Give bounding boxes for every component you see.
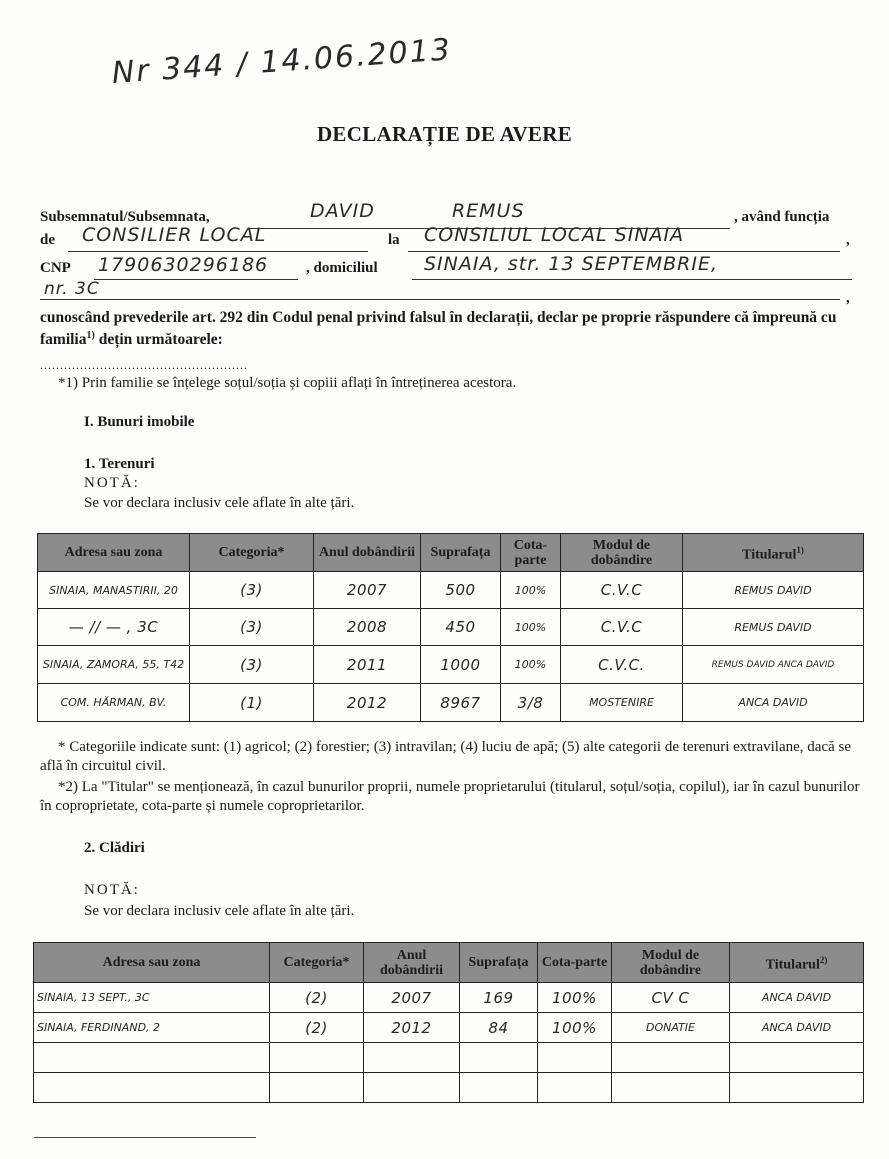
building-cell-area	[460, 1073, 538, 1103]
land-cell-address: — // — , 3C	[38, 609, 190, 646]
building-table	[33, 942, 864, 1103]
comma-2: ,	[846, 290, 850, 306]
land-cell-mode: C.V.C	[561, 572, 683, 609]
land-table-header	[38, 534, 864, 572]
building-cell-address	[34, 1073, 270, 1103]
building-header-mode: Modul de dobândire	[612, 943, 730, 983]
declarant-function: CONSILIER LOCAL	[82, 224, 267, 246]
land-header-share: Cota-parte	[501, 534, 561, 572]
land-cell-area: 450	[421, 609, 501, 646]
table-row	[34, 1013, 864, 1043]
declaration-paragraph: cunoscând prevederile art. 292 din Codul penal privind falsul în declarații, declar pe proprie răspundere că împreună cu familia$^{1)}$ dețin următoarele:	[40, 309, 837, 349]
nota-text: Se vor declara inclusiv cele aflate în alte țări.	[84, 495, 355, 511]
building-cell-share	[538, 1073, 612, 1103]
table-row	[38, 646, 864, 684]
building-cell-year	[364, 1073, 460, 1103]
building-cell-mode: DONATIE	[612, 1013, 730, 1043]
document-title: DECLARAȚIE DE AVERE	[316, 122, 573, 146]
land-cell-share: 100%	[501, 572, 561, 609]
land-cell-owner: REMUS DAVID ANCA DAVID	[683, 646, 864, 684]
building-cell-share	[538, 1043, 612, 1073]
declaration-footnote-ref: 1)	[86, 330, 95, 341]
building-header-owner: Titularul$^{2)}$	[730, 943, 864, 983]
building-cell-area: 169	[460, 983, 538, 1013]
declarant-address: SINAIA, str. 13 SEPTEMBRIE,	[424, 253, 719, 275]
land-cell-mode: C.V.C.	[561, 646, 683, 684]
table-row	[34, 983, 864, 1013]
building-cell-area: 84	[460, 1013, 538, 1043]
de-label: de	[40, 232, 55, 248]
land-cell-area: 1000	[421, 646, 501, 684]
table-row	[38, 609, 864, 646]
land-cell-address: SINAIA, MANASTIRII, 20	[38, 572, 190, 609]
building-cell-category: (2)	[270, 1013, 364, 1043]
land-cell-address: COM. HĂRMAN, BV.	[38, 684, 190, 722]
footnote-rule	[34, 1137, 256, 1138]
land-cell-area: 8967	[421, 684, 501, 722]
family-note: *1) Prin familie se înțelege soțul/soția și copiii aflați în întreținerea acestora.	[58, 375, 517, 391]
declarant-institution: CONSILIUL LOCAL SINAIA	[424, 224, 685, 246]
building-header-year: Anul dobândirii	[364, 943, 460, 983]
function-underline	[68, 251, 368, 252]
nota2-label: NOTĂ:	[84, 882, 140, 898]
building-cell-year	[364, 1043, 460, 1073]
building-cell-address: SINAIA, 13 SEPT., 3C	[34, 983, 270, 1013]
building-cell-share: 100%	[538, 983, 612, 1013]
building-cell-mode: CV C	[612, 983, 730, 1013]
building-cell-owner: ANCA DAVID	[730, 1013, 864, 1043]
building-cell-owner	[730, 1073, 864, 1103]
table-row	[34, 1073, 864, 1103]
building-cell-address	[34, 1043, 270, 1073]
building-cell-category: (2)	[270, 983, 364, 1013]
domiciliul-label: , domiciliul	[306, 260, 378, 276]
avand-functia-label: , având funcția	[734, 209, 830, 225]
nota2-text: Se vor declara inclusiv cele aflate în alte țări.	[84, 903, 355, 919]
footnote-separator: ....................................................	[40, 358, 248, 372]
table-row	[34, 1043, 864, 1073]
building-cell-category	[270, 1043, 364, 1073]
land-header-mode: Modul de dobândire	[561, 534, 683, 572]
building-table-header	[34, 943, 864, 983]
subsection-buildings: 2. Clădiri	[84, 840, 145, 856]
land-cell-address: SINAIA, ZAMORA, 55, T42	[38, 646, 190, 684]
building-cell-year: 2012	[364, 1013, 460, 1043]
land-header-category: Categoria*	[190, 534, 314, 572]
building-cell-owner: ANCA DAVID	[730, 983, 864, 1013]
land-header-year: Anul dobândirii	[314, 534, 421, 572]
land-table	[37, 533, 864, 722]
table-row	[38, 572, 864, 609]
comma-1: ,	[846, 232, 850, 248]
building-header-category: Categoria*	[270, 943, 364, 983]
land-cell-category: (3)	[190, 646, 314, 684]
land-cell-area: 500	[421, 572, 501, 609]
land-header-address: Adresa sau zona	[38, 534, 190, 572]
subsection-land: 1. Terenuri	[84, 456, 155, 472]
land-cell-year: 2011	[314, 646, 421, 684]
building-cell-mode	[612, 1043, 730, 1073]
building-cell-share: 100%	[538, 1013, 612, 1043]
land-cell-year: 2008	[314, 609, 421, 646]
land-cell-category: (3)	[190, 572, 314, 609]
land-cell-category: (1)	[190, 684, 314, 722]
section-immovable-property: I. Bunuri imobile	[84, 414, 195, 430]
building-header-share: Cota-parte	[538, 943, 612, 983]
land-cell-share: 3/8	[501, 684, 561, 722]
declarant-cnp: 1790630296186	[98, 254, 269, 276]
categories-note: * Categoriile indicate sunt: (1) agricol; (2) forestier; (3) intravilan; (4) luciu de apă; (5) alte categorii de terenuri extravilane, dacă se află în circuitul civil.	[40, 739, 851, 774]
land-cell-year: 2007	[314, 572, 421, 609]
la-label: la	[388, 232, 400, 248]
nota-label: NOTĂ:	[84, 475, 140, 491]
land-cell-mode: MOSTENIRE	[561, 684, 683, 722]
land-cell-owner: REMUS DAVID	[683, 609, 864, 646]
building-cell-area	[460, 1043, 538, 1073]
cnp-underline	[94, 279, 298, 280]
building-header-area: Suprafața	[460, 943, 538, 983]
building-cell-category	[270, 1073, 364, 1103]
address-underline-2	[40, 299, 840, 300]
cnp-label: CNP	[40, 260, 71, 276]
building-cell-mode	[612, 1073, 730, 1103]
land-header-owner: Titularul$^{1)}$	[683, 534, 864, 572]
subsemnatul-label: Subsemnatul/Subsemnata,	[40, 209, 210, 225]
land-cell-mode: C.V.C	[561, 609, 683, 646]
table-row	[38, 684, 864, 722]
building-header-address: Adresa sau zona	[34, 943, 270, 983]
building-cell-address: SINAIA, FERDINAND, 2	[34, 1013, 270, 1043]
building-cell-owner	[730, 1043, 864, 1073]
declarant-address-cont: nr. 3C	[44, 279, 100, 299]
address-underline	[412, 279, 852, 280]
registration-number: Nr 344 / 14.06.2013	[110, 32, 453, 91]
land-cell-year: 2012	[314, 684, 421, 722]
land-cell-category: (3)	[190, 609, 314, 646]
declarant-name: DAVID REMUS	[310, 200, 525, 222]
land-cell-share: 100%	[501, 646, 561, 684]
institution-underline	[408, 251, 840, 252]
land-cell-share: 100%	[501, 609, 561, 646]
building-cell-year: 2007	[364, 983, 460, 1013]
titular-note: *2) La "Titular" se menționează, în cazul bunurilor proprii, numele proprietarului (titularul, soțul/soția, copilul), iar în cazul bunurilor în coproprietate, cota-parte și numele coproprietarilor.	[40, 779, 860, 814]
land-cell-owner: ANCA DAVID	[683, 684, 864, 722]
land-header-area: Suprafața	[421, 534, 501, 572]
land-cell-owner: REMUS DAVID	[683, 572, 864, 609]
